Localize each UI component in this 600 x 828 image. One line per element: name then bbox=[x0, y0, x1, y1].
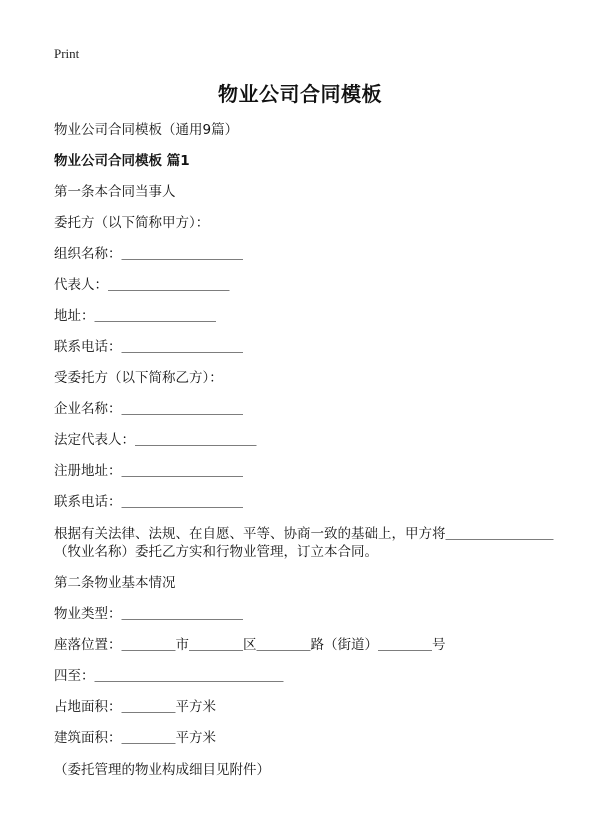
article-heading: 第一条本合同当事人 bbox=[54, 184, 176, 200]
section-heading: 物业公司合同模板 篇1 bbox=[54, 153, 190, 169]
party-a-heading: 委托方（以下简称甲方）： bbox=[54, 215, 210, 231]
party-b-phone-field: 联系电话：＿＿＿＿＿＿＿＿＿ bbox=[54, 494, 243, 510]
print-link[interactable]: Print bbox=[54, 46, 80, 61]
party-a-representative-field: 代表人：＿＿＿＿＿＿＿＿＿ bbox=[54, 277, 230, 293]
location-field: 座落位置：＿＿＿＿市＿＿＿＿区＿＿＿＿路（街道）＿＿＿＿号 bbox=[54, 637, 446, 653]
building-area-field: 建筑面积：＿＿＿＿平方米 bbox=[54, 730, 216, 746]
party-b-company-name-field: 企业名称：＿＿＿＿＿＿＿＿＿ bbox=[54, 401, 243, 417]
party-b-heading: 受委托方（以下简称乙方）： bbox=[54, 370, 223, 386]
property-type-field: 物业类型：＿＿＿＿＿＿＿＿＿ bbox=[54, 606, 243, 622]
agreement-paragraph-line-2: （牧业名称）委托乙方实和行物业管理，订立本合同。 bbox=[54, 544, 378, 560]
party-a-address-field: 地址：＿＿＿＿＿＿＿＿＿ bbox=[54, 308, 216, 324]
party-b-legal-rep-field: 法定代表人：＿＿＿＿＿＿＿＿＿ bbox=[54, 432, 257, 448]
party-a-phone-field: 联系电话：＿＿＿＿＿＿＿＿＿ bbox=[54, 339, 243, 355]
party-a-org-name-field: 组织名称：＿＿＿＿＿＿＿＿＿ bbox=[54, 246, 243, 262]
boundaries-field: 四至：＿＿＿＿＿＿＿＿＿＿＿＿＿＿ bbox=[54, 668, 284, 684]
document-subtitle: 物业公司合同模板（通用9篇） bbox=[54, 122, 239, 138]
agreement-paragraph-line-1: 根据有关法律、法规、在自愿、平等、协商一致的基础上，甲方将＿＿＿＿＿＿＿＿ bbox=[54, 526, 554, 542]
land-area-field: 占地面积：＿＿＿＿平方米 bbox=[54, 699, 216, 715]
article-heading: 第二条物业基本情况 bbox=[54, 575, 176, 591]
annex-note: （委托管理的物业构成细目见附件） bbox=[54, 762, 270, 778]
party-b-registered-address-field: 注册地址：＿＿＿＿＿＿＿＿＿ bbox=[54, 463, 243, 479]
document-title: 物业公司合同模板 bbox=[218, 82, 382, 106]
